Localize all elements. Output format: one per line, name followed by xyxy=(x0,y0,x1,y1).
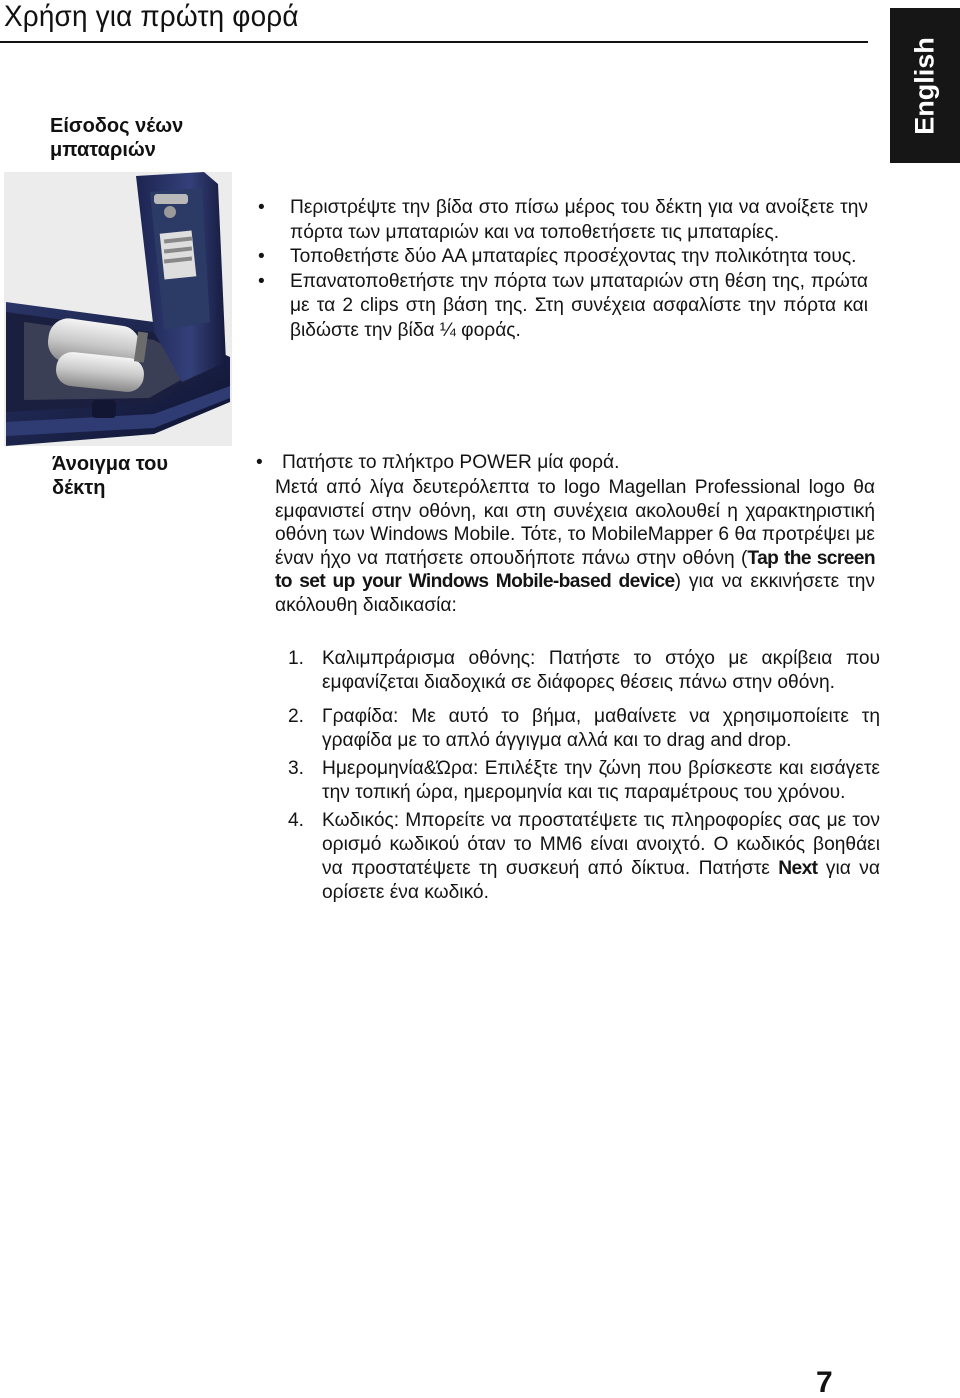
step-number: 1. xyxy=(288,648,305,669)
list-item xyxy=(288,809,880,905)
step-number: 4. xyxy=(288,810,305,831)
list-item xyxy=(288,757,880,805)
battery-heading-line1: Είσοδος νέων xyxy=(50,115,184,137)
power-steps-list xyxy=(256,451,876,476)
battery-heading-line2: μπαταριών xyxy=(50,139,156,161)
power-on-paragraph xyxy=(275,476,875,618)
page-number: 7 xyxy=(816,1366,833,1398)
next-button-label: Next xyxy=(778,858,818,879)
power-paragraph-text-end: ) για να εκκινήσετε την ακόλουθη διαδικασία: xyxy=(275,571,875,616)
battery-steps-list xyxy=(258,196,868,343)
step-number: 3. xyxy=(288,758,305,779)
list-item: • Πατήστε το πλήκτρο POWER μία φορά. xyxy=(256,451,876,476)
language-tab xyxy=(890,8,960,163)
list-item xyxy=(288,705,880,753)
step-text-end: για να ορίσετε ένα κωδικό. xyxy=(322,858,880,903)
battery-compartment-image xyxy=(4,172,232,446)
step-number: 2. xyxy=(288,706,305,727)
step-text: Γραφίδα: Με αυτό το βήμα, μαθαίνετε να χρησιμοποίειτε τη γραφίδα με το απλό άγγιγμα αλλά και το drag and drop. xyxy=(322,706,880,751)
step-text: Ημερομηνία&Ώρα: Επιλέξτε την ζώνη που βρίσκεστε και εισάγετε την τοπική ώρα, ημερομηνία και τις παραμέτρους του χρόνου. xyxy=(322,758,880,803)
list-item: • Επανατοποθετήστε την πόρτα των μπαταριών στη θέση της, πρώτα με τα 2 clips στη βάση της. Στη συνέχεια ασφαλίστε την πόρτα και βιδώστε την βίδα ¼ φοράς. xyxy=(258,270,868,344)
language-tab-label: English xyxy=(909,36,940,135)
step-text: Καλιμπράρισμα οθόνης: Πατήστε το στόχο με ακρίβεια που εμφανίζεται διαδοχικά σε διάφορες θέσεις πάνω στην οθόνη. xyxy=(322,648,880,693)
power-heading-line2: δέκτη xyxy=(52,477,106,499)
page-title: Χρήση για πρώτη φορά xyxy=(4,0,299,33)
list-item xyxy=(288,647,880,695)
title-divider xyxy=(0,41,868,43)
battery-section-heading xyxy=(50,114,183,162)
power-heading-line1: Άνοιγμα του xyxy=(52,453,169,475)
power-on-section-heading xyxy=(52,452,168,500)
tap-screen-prompt: Tap the screen to set up your Windows Mobile-based device xyxy=(275,547,875,593)
step-text: Κωδικός: Μπορείτε να προστατέψετε τις πληροφορίες σας με τον ορισμό κωδικού όταν το MM6 είναι ανοιχτό. Ο κωδικός βοηθάει να προστατέψετε τη συσκευή από δίκτυα. Πατήστε xyxy=(322,810,880,879)
list-item: • Τοποθετήστε δύο AA μπαταρίες προσέχοντας την πολικότητα τους. xyxy=(258,245,868,270)
setup-steps-list xyxy=(288,647,880,905)
power-paragraph-text: Μετά από λίγα δευτερόλεπτα το logo Magellan Professional logo θα εμφανιστεί στην οθόνη, και στη συνέχεια ακολουθεί η χαρακτηριστική οθόνη των Windows Mobile. Τότε, το MobileMapper 6 θα προτρέψει με έναν ήχο να πατήσετε οπουδήποτε πάνω στην οθόνη ( xyxy=(275,477,875,569)
list-item: • Περιστρέψτε την βίδα στο πίσω μέρος του δέκτη για να ανοίξετε την πόρτα των μπαταριών και να τοποθετήσετε τις μπαταρίες. xyxy=(258,196,868,245)
